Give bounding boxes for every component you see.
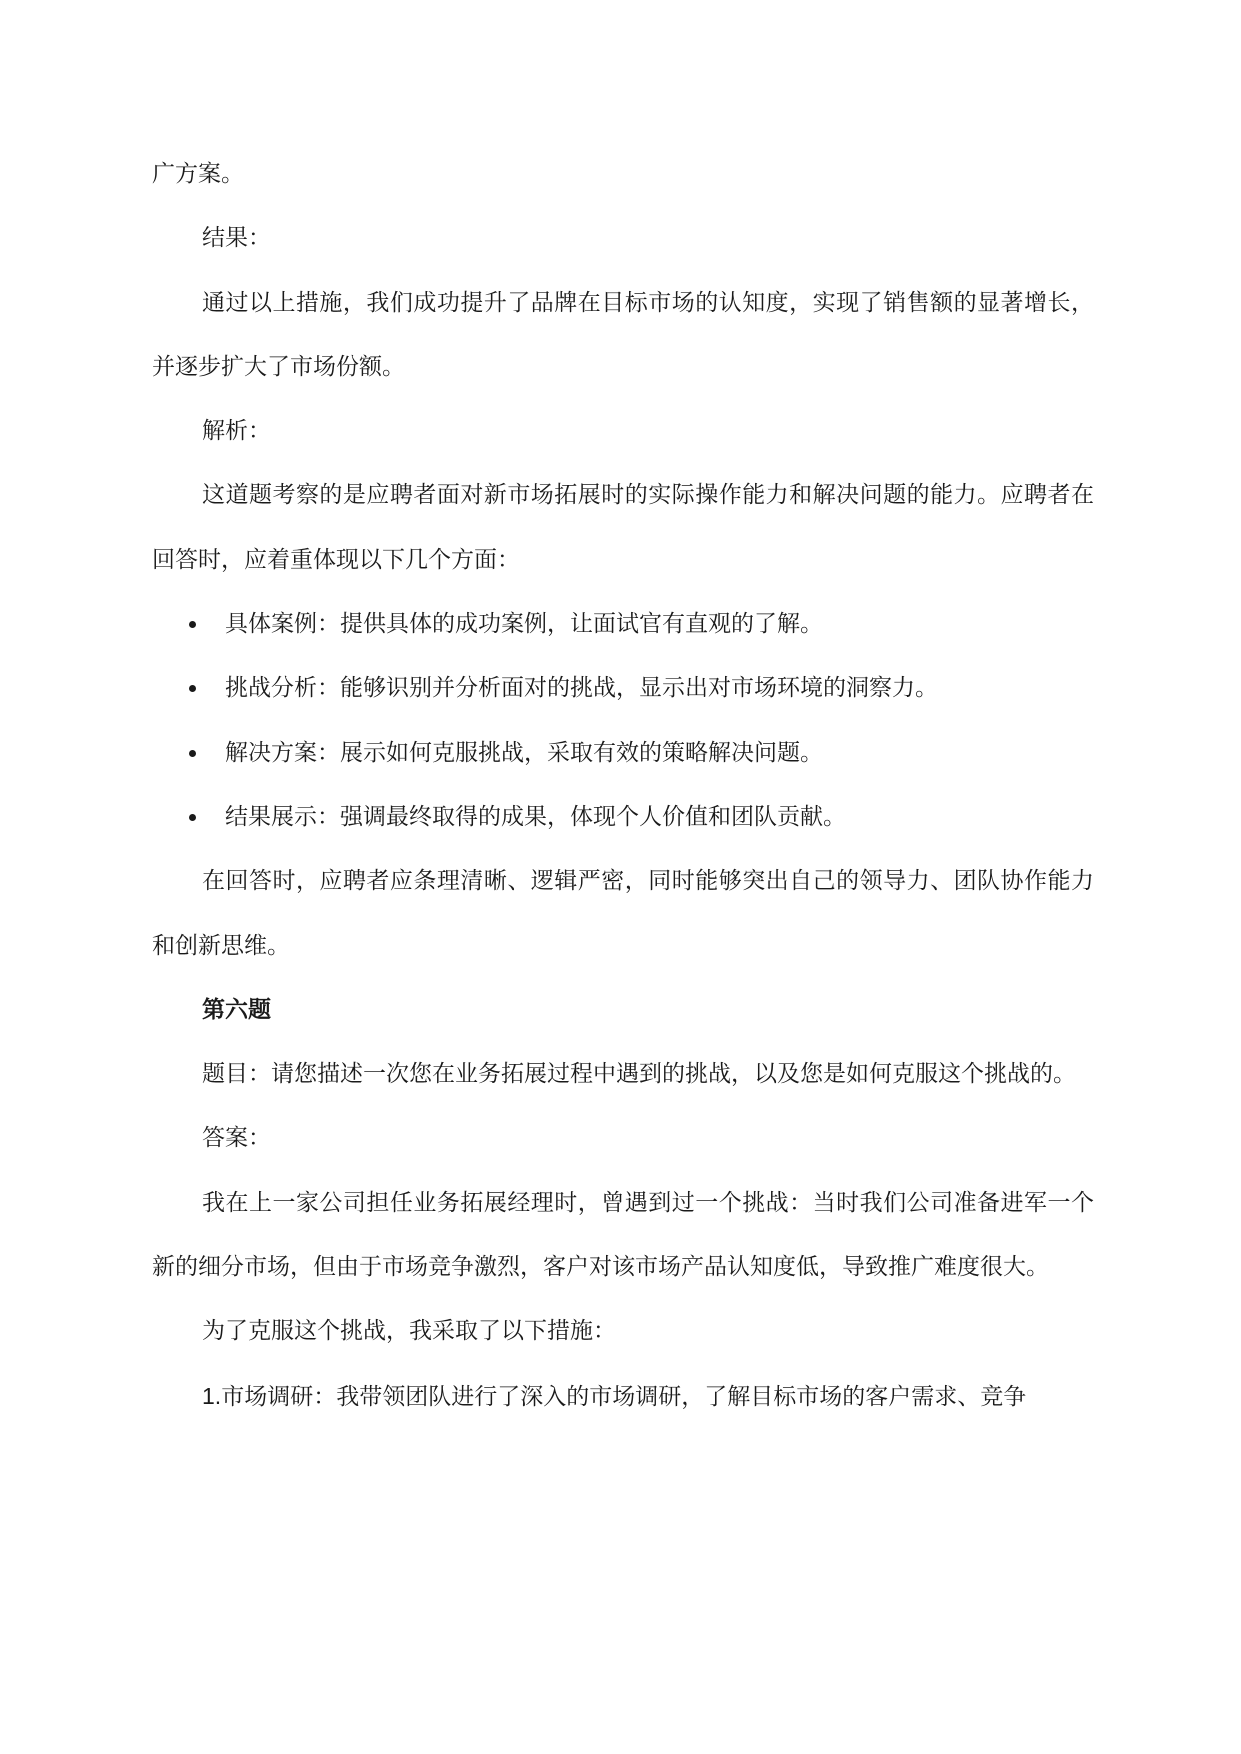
bullet-dot-icon: [189, 750, 196, 757]
answer-label: 答案：: [202, 1125, 271, 1152]
bullet-text: 挑战分析：能够识别并分析面对的挑战，显示出对市场环境的洞察力。: [225, 675, 938, 702]
document-body: [152, 142, 1094, 1429]
measure-item-1: [152, 1364, 1094, 1429]
bullet-item: [152, 592, 1094, 656]
bullet-text: 解决方案：展示如何克服挑战，采取有效的策略解决问题。: [225, 739, 823, 766]
answer-paragraph: 我在上一家公司担任业务拓展经理时，曾遇到过一个挑战：当时我们公司准备进军一个新的细分市场，但由于市场竞争激烈，客户对该市场产品认知度低，导致推广难度很大。: [152, 1189, 1094, 1281]
bullet-dot-icon: [189, 685, 196, 692]
bullet-item: [152, 656, 1094, 720]
bullet-dot-icon: [189, 814, 196, 821]
bullet-item: [152, 721, 1094, 785]
bullet-text: 具体案例：提供具体的成功案例，让面试官有直观的了解。: [225, 611, 823, 638]
analysis-bullet-list: [152, 592, 1094, 849]
continued-paragraph: 广方案。: [152, 161, 244, 187]
analysis-label: 解析：: [202, 418, 271, 445]
section-heading: 第六题: [202, 995, 271, 1023]
measure-number: 1.: [202, 1382, 222, 1409]
measures-intro: 为了克服这个挑战，我采取了以下措施：: [202, 1318, 616, 1345]
analysis-paragraph: 这道题考察的是应聘者面对新市场拓展时的实际操作能力和解决问题的能力。应聘者在回答时，应着重体现以下几个方面：: [152, 482, 1094, 573]
bullet-text: 结果展示：强调最终取得的成果，体现个人价值和团队贡献。: [225, 803, 846, 830]
bullet-item: [152, 785, 1094, 849]
measure-text: 市场调研：我带领团队进行了深入的市场调研，了解目标市场的客户需求、竞争: [221, 1383, 1027, 1410]
bullet-dot-icon: [189, 621, 196, 628]
result-label: 结果：: [202, 225, 271, 252]
result-paragraph: 通过以上措施，我们成功提升了品牌在目标市场的认知度，实现了销售额的显著增长，并逐步扩大了市场份额。: [152, 289, 1094, 380]
summary-paragraph: 在回答时，应聘者应条理清晰、逻辑严密，同时能够突出自己的领导力、团队协作能力和创新思维。: [152, 868, 1094, 959]
question-paragraph: 题目：请您描述一次您在业务拓展过程中遇到的挑战，以及您是如何克服这个挑战的。: [202, 1061, 1076, 1088]
